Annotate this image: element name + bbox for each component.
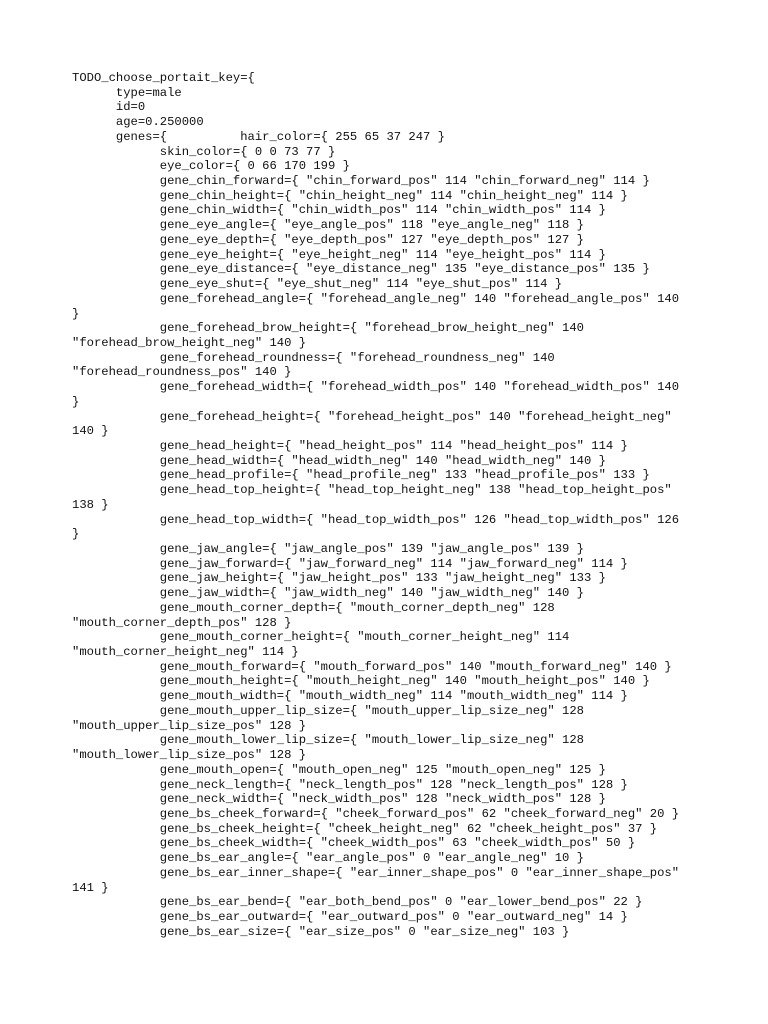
text-line: gene_mouth_corner_depth={ "mouth_corner_depth_neg" 128 [72,600,555,615]
text-line: 141 } [72,880,109,895]
text-line: TODO_choose_portait_key={ [72,71,255,85]
text-line: gene_bs_ear_size={ "ear_size_pos" 0 "ear_size_neg" 103 } [72,924,570,939]
text-line: id=0 [72,100,146,115]
text-line: gene_forehead_height={ "forehead_height_pos" 140 "forehead_height_neg" [72,409,672,424]
text-line: gene_head_top_height={ "head_top_height_neg" 138 "head_top_height_pos" [72,483,672,498]
text-line: } [72,306,80,321]
text-line: gene_bs_ear_outward={ "ear_outward_pos" 0 "ear_outward_neg" 14 } [72,909,628,924]
text-line: gene_head_top_width={ "head_top_width_pos" 126 "head_top_width_pos" 126 [72,512,680,527]
text-line: gene_jaw_width={ "jaw_width_neg" 140 "jaw_width_neg" 140 } [72,586,584,601]
text-line: gene_bs_ear_bend={ "ear_both_bend_pos" 0 "ear_lower_bend_pos" 22 } [72,895,643,910]
text-line: gene_eye_distance={ "eye_distance_neg" 135 "eye_distance_pos" 135 } [72,262,650,277]
text-line: gene_bs_cheek_width={ "cheek_width_pos" 63 "cheek_width_pos" 50 } [72,836,636,851]
text-line: gene_eye_depth={ "eye_depth_pos" 127 "eye_depth_pos" 127 } [72,232,584,247]
text-line: "mouth_corner_height_neg" 114 } [72,645,299,660]
text-line: gene_neck_width={ "neck_width_pos" 128 "neck_width_pos" 128 } [72,792,606,807]
text-line: gene_bs_ear_angle={ "ear_angle_pos" 0 "ear_angle_neg" 10 } [72,851,584,866]
text-line: age=0.250000 [72,115,204,130]
text-line: genes={ hair_color={ 255 65 37 247 } [72,129,445,144]
text-line: gene_head_width={ "head_width_neg" 140 "head_width_neg" 140 } [72,453,606,468]
text-line: gene_eye_height={ "eye_height_neg" 114 "eye_height_pos" 114 } [72,247,606,262]
text-line: gene_mouth_corner_height={ "mouth_corner_height_neg" 114 [72,630,570,645]
text-line: gene_mouth_lower_lip_size={ "mouth_lower_lip_size_neg" 128 [72,733,584,748]
text-line: gene_jaw_forward={ "jaw_forward_neg" 114 "jaw_forward_neg" 114 } [72,556,628,571]
text-line: gene_bs_cheek_forward={ "cheek_forward_pos" 62 "cheek_forward_neg" 20 } [72,806,680,821]
text-line: gene_jaw_angle={ "jaw_angle_pos" 139 "jaw_angle_pos" 139 } [72,542,584,556]
text-line: gene_mouth_height={ "mouth_height_neg" 140 "mouth_height_pos" 140 } [72,674,650,689]
text-line: } [72,394,80,409]
text-line: gene_mouth_open={ "mouth_open_neg" 125 "mouth_open_neg" 125 } [72,762,606,777]
text-line: gene_head_height={ "head_height_pos" 114 "head_height_pos" 114 } [72,438,628,453]
text-line: gene_mouth_forward={ "mouth_forward_pos" 140 "mouth_forward_neg" 140 } [72,659,672,674]
document-text [72,71,712,939]
text-line: gene_neck_length={ "neck_length_pos" 128 "neck_length_pos" 128 } [72,777,628,792]
text-line: gene_forehead_roundness={ "forehead_roundness_neg" 140 [72,350,555,365]
text-line: eye_color={ 0 66 170 199 } [72,159,350,174]
text-line: gene_chin_width={ "chin_width_pos" 114 "chin_width_pos" 114 } [72,203,606,218]
text-line: gene_bs_ear_inner_shape={ "ear_inner_shape_pos" 0 "ear_inner_shape_pos" [72,865,680,880]
text-line: "mouth_upper_lip_size_pos" 128 } [72,718,307,733]
text-line: "mouth_corner_depth_pos" 128 } [72,615,292,630]
text-line: gene_eye_shut={ "eye_shut_neg" 114 "eye_shut_pos" 114 } [72,277,563,292]
text-line: } [72,527,80,542]
text-line: gene_bs_cheek_height={ "cheek_height_neg" 62 "cheek_height_pos" 37 } [72,821,658,836]
text-line: gene_forehead_angle={ "forehead_angle_neg" 140 "forehead_angle_pos" 140 [72,291,680,306]
text-line: "forehead_roundness_pos" 140 } [72,365,292,380]
text-line: skin_color={ 0 0 73 77 } [72,144,336,159]
text-line: "forehead_brow_height_neg" 140 } [72,335,307,350]
text-line: gene_jaw_height={ "jaw_height_pos" 133 "jaw_height_neg" 133 } [72,571,606,586]
text-line: gene_forehead_brow_height={ "forehead_brow_height_neg" 140 [72,321,584,336]
text-line: gene_head_profile={ "head_profile_neg" 133 "head_profile_pos" 133 } [72,468,650,483]
text-line: 138 } [72,497,109,512]
text-line: gene_chin_forward={ "chin_forward_pos" 114 "chin_forward_neg" 114 } [72,174,650,189]
text-line: type=male [72,85,182,100]
text-line: gene_mouth_upper_lip_size={ "mouth_upper_lip_size_neg" 128 [72,703,584,718]
text-line: "mouth_lower_lip_size_pos" 128 } [72,748,307,763]
text-line: gene_eye_angle={ "eye_angle_pos" 118 "eye_angle_neg" 118 } [72,218,584,233]
text-line: 140 } [72,424,109,439]
text-line: gene_mouth_width={ "mouth_width_neg" 114 "mouth_width_neg" 114 } [72,689,628,704]
text-line: gene_chin_height={ "chin_height_neg" 114 "chin_height_neg" 114 } [72,188,628,203]
text-line: gene_forehead_width={ "forehead_width_pos" 140 "forehead_width_pos" 140 [72,380,680,395]
